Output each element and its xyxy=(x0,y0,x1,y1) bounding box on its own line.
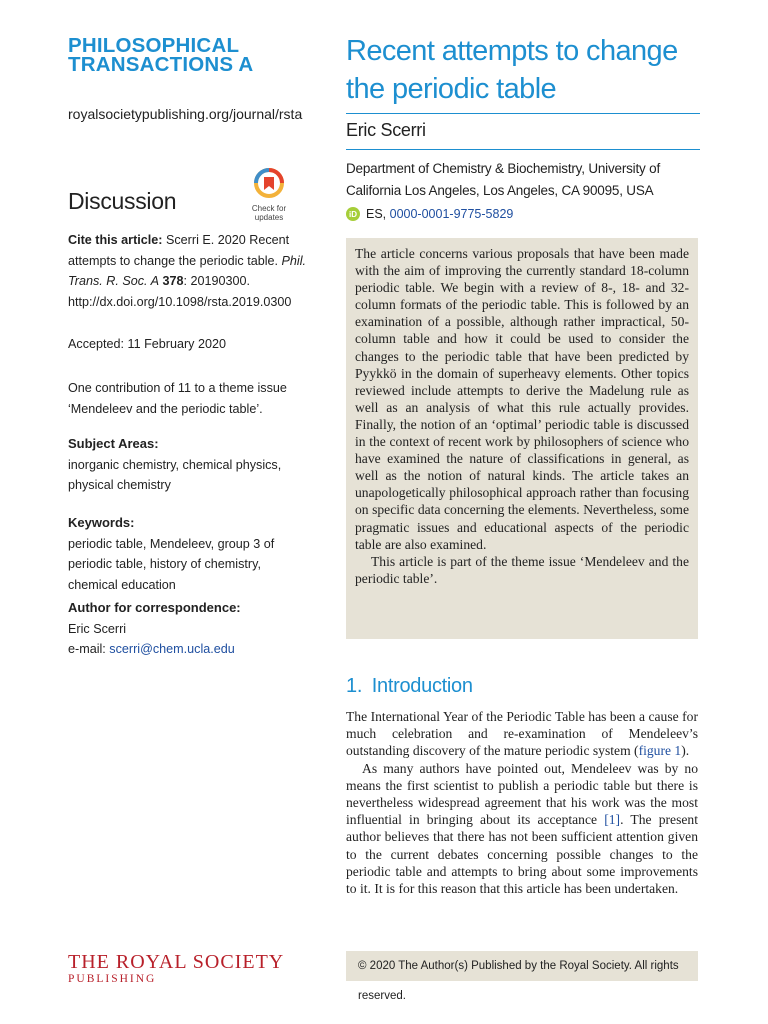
cite-doi-link[interactable]: http://dx.doi.org/10.1098/rsta.2019.0300 xyxy=(68,294,292,309)
abstract-box xyxy=(346,238,698,639)
journal-url[interactable]: royalsocietypublishing.org/journal/rsta xyxy=(68,106,303,122)
email-label: e-mail: xyxy=(68,642,110,656)
intro-paragraph-1 xyxy=(346,708,698,760)
paper-title: Recent attempts to change the periodic table xyxy=(346,35,678,105)
citation-block xyxy=(68,230,313,312)
intro-p1-text: The International Year of the Periodic Table has been a cause for much celebration and re-examination of Mendeleev’s outstanding discovery of the mature periodic system ( xyxy=(346,709,698,759)
author-divider xyxy=(346,149,700,150)
correspondence-name: Eric Scerri xyxy=(68,621,127,636)
intro-p2-text: As many authors have pointed out, Mendeleev was by no means the first scientist to publish a periodic table but there is nevertheless widespread agreement that his work was the most influential in bringing about its acceptance xyxy=(346,760,698,828)
theme-issue-note: One contribution of 11 to a theme issue ‘Mendeleev and the periodic table’. xyxy=(68,381,287,416)
abstract-theme-note: This article is part of the theme issue ‘Mendeleev and the periodic table’. xyxy=(355,553,689,586)
cite-pages: : 20190300. xyxy=(183,274,251,288)
copyright-notice: © 2020 The Author(s) Published by the Royal Society. All rights reserved. xyxy=(346,951,698,981)
journal-name-line2: TRANSACTIONS A xyxy=(68,53,254,76)
keywords xyxy=(68,513,313,595)
email-link[interactable]: scerri@chem.ucla.edu xyxy=(109,642,235,656)
subject-areas xyxy=(68,434,313,496)
intro-p2-end: . The present author believes that there has not been sufficient attention given to the current debates concerning possible changes to the periodic table and attempts to bring about some improvements to it. It is for this reason that this article has been undertaken. xyxy=(346,812,698,897)
royal-society-logo xyxy=(68,952,284,986)
orcid-icon[interactable]: iD xyxy=(346,207,360,221)
subject-areas-heading: Subject Areas: xyxy=(68,436,159,451)
orcid-line xyxy=(346,207,513,221)
keywords-heading: Keywords: xyxy=(68,515,135,530)
check-updates-label2: updates xyxy=(254,212,284,222)
check-updates-label1: Check for xyxy=(251,204,287,213)
article-type: Discussion xyxy=(68,188,177,214)
correspondence-heading: Author for correspondence: xyxy=(68,600,241,615)
reference-1-link[interactable]: [1] xyxy=(604,812,621,828)
logo-line2: PUBLISHING xyxy=(68,973,157,985)
journal-name xyxy=(68,36,328,74)
logo-line1: THE ROYAL SOCIETY xyxy=(68,951,285,973)
orcid-link[interactable]: 0000-0001-9775-5829 xyxy=(389,207,514,221)
section-heading-introduction: 1. Introduction xyxy=(346,675,473,697)
cite-label: Cite this article: xyxy=(68,233,163,247)
intro-p1-end: ). xyxy=(681,743,690,759)
keywords-text: periodic table, Mendeleev, group 3 of periodic table, history of chemistry, chemical education xyxy=(68,536,275,592)
cite-volume: 378 xyxy=(162,274,184,288)
cite-journal: Phil. Trans. R. Soc. A xyxy=(68,253,307,288)
orcid-initials: ES, xyxy=(366,207,390,221)
introduction-body xyxy=(346,708,698,897)
affiliation: Department of Chemistry & Biochemistry, University of California Los Angeles, Los Angeles, CA 90095, USA xyxy=(346,161,660,198)
title-divider xyxy=(346,113,700,114)
subject-areas-text: inorganic chemistry, chemical physics, physical chemistry xyxy=(68,457,282,492)
figure-1-link[interactable]: figure 1 xyxy=(638,743,682,759)
cite-text: Scerri E. 2020 Recent attempts to change the periodic table. xyxy=(68,233,290,268)
abstract-paragraph: The article concerns various proposals that have been made with the aim of improving the currently standard 18-column periodic table. We begin with a review of 8-, 18- and 32-column formats of the periodic table. This is followed by an examination of a possible, although rather impractical, 50-column table and how it could be used to consider the changes to the periodic table that have been predicted by Pyykkö in the domain of superheavy elements. Other topics reviewed include attempts to derive the Madelung rule as well as an analysis of what this rule actually provides. Finally, the notion of an ‘optimal’ periodic table is discussed in the context of recent work by philosophers of science who have examined the nature of classifications in general, as well as the notion of natural kinds. The article takes an unapologetically philosophical approach rather than focusing on specific data concerning the elements. Nevertheless, some pragmatic issues and educational aspects of the periodic table are also examined. xyxy=(355,246,689,552)
author-name: Eric Scerri xyxy=(346,120,426,140)
accepted-date: Accepted: 11 February 2020 xyxy=(68,337,226,351)
check-for-updates-button[interactable] xyxy=(246,168,292,220)
check-updates-icon xyxy=(254,168,284,198)
journal-name-line1: PHILOSOPHICAL xyxy=(68,34,240,57)
intro-paragraph-2 xyxy=(346,760,698,898)
correspondence xyxy=(68,598,313,660)
